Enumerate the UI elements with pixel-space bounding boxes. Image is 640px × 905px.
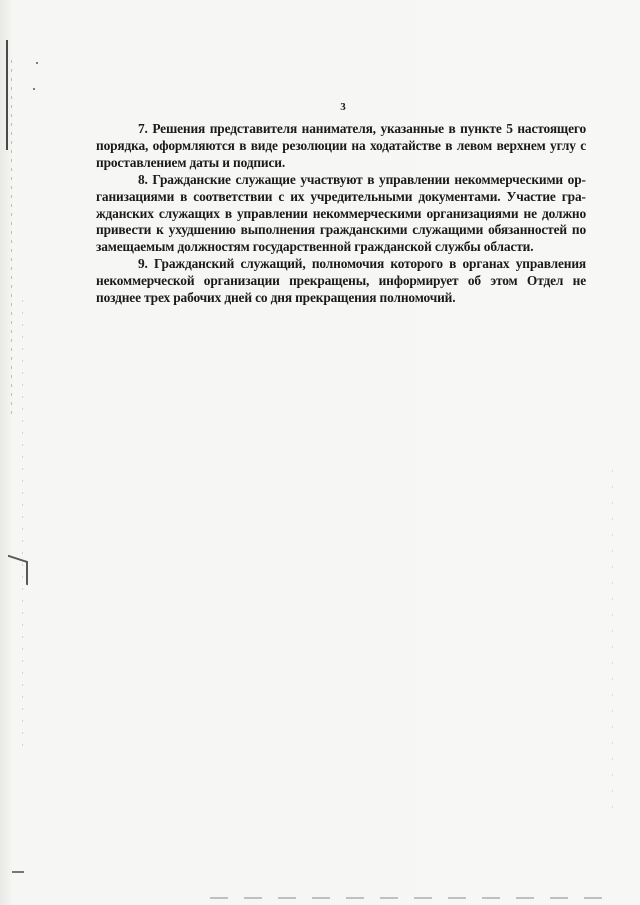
- scan-artifact-mark: [8, 555, 28, 585]
- scan-artifact-right-dashes: [612, 470, 613, 810]
- scan-artifact-dot: [33, 88, 35, 90]
- scan-artifact-dot: [36, 62, 38, 64]
- scan-artifact-left-dashes: [11, 60, 12, 420]
- scan-artifact-left-edge: [6, 40, 8, 150]
- page-number: 3: [340, 101, 346, 113]
- scan-artifact-bottom-edge: [210, 897, 610, 899]
- paragraph-9: 9. Гражданский служащий, полномочия которого в органах управления некоммерческой организации прекращены, информирует об этом Отдел не позднее трех рабочих дней со дня прекращения полномочий.: [96, 256, 586, 306]
- scan-artifact-left-dashes: [22, 300, 23, 750]
- document-body: [96, 121, 586, 307]
- scan-artifact-mark: [12, 871, 24, 873]
- paragraph-7: 7. Решения представителя нанимателя, указанные в пункте 5 настоящего порядка, оформляются в виде резолюции на ходатайстве в левом верхнем углу с проставлением даты и подписи.: [96, 121, 586, 170]
- paragraph-8: 8. Гражданские служащие участвуют в управлении некоммерческими организациями в соответствии с их учредительными документами. Участие гражданских служащих в управлении некоммерческими организациями не должно привести к ухудшению выполнения гражданскими служащими обязанностей по замещаемым должностям государственной гражданской службы области.: [96, 171, 586, 255]
